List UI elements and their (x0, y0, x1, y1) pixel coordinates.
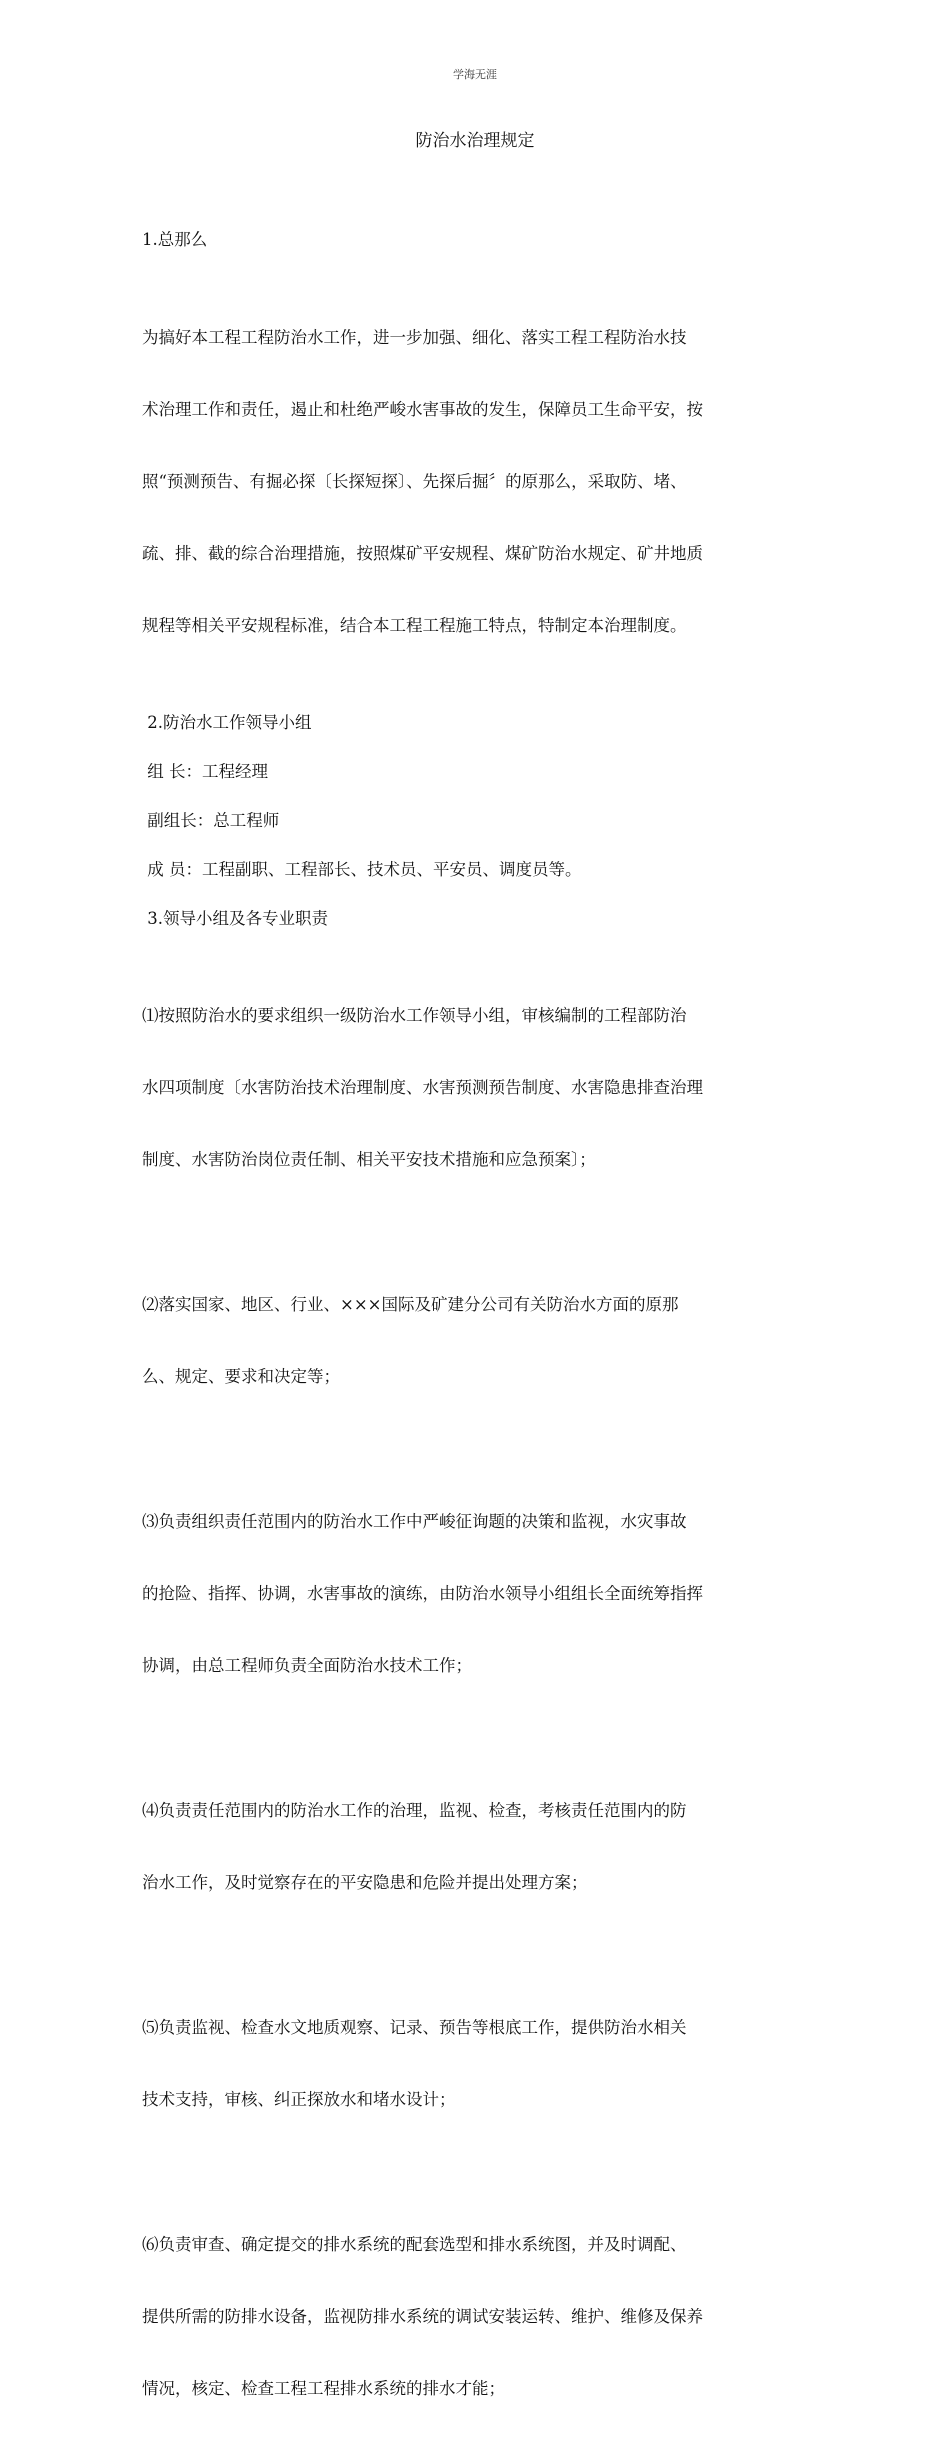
paragraph-line: ⑵落实国家、地区、行业、×××国际及矿建分公司有关防治水方面的原那 (142, 1295, 679, 1314)
duty-item-5 (142, 1968, 808, 2160)
section-1-heading: 1.总那么 (142, 230, 208, 249)
section-3-heading: 3.领导小组及各专业职责 (142, 909, 328, 928)
section-2-heading: 2.防治水工作领导小组 (142, 713, 312, 732)
paragraph-line: 协调，由总工程师负责全面防治水技术工作； (142, 1656, 472, 1675)
duty-item-6 (142, 2185, 808, 2449)
paragraph-line: ⑹负责审查、确定提交的排水系统的配套选型和排水系统图，并及时调配、 (142, 2235, 687, 2254)
paragraph-line: ⑴按照防治水的要求组织一级防治水工作领导小组，审核编制的工程部防治 (142, 1006, 687, 1025)
paragraph-line: 的抢险、指挥、协调，水害事故的演练，由防治水领导小组组长全面统筹指挥 (142, 1584, 703, 1603)
paragraph-line: 么、规定、要求和决定等； (142, 1367, 340, 1386)
group-leader-line: 组 长：工程经理 (142, 762, 268, 781)
paragraph-line: 为搞好本工程工程防治水工作，进一步加强、细化、落实工程工程防治水技 (142, 328, 687, 347)
paragraph-line: 术治理工作和责任，遏止和杜绝严峻水害事故的发生，保障员工生命平安，按 (142, 400, 703, 419)
duty-item-2 (142, 1245, 808, 1437)
document-body (142, 228, 808, 2449)
page-header: 学海无涯 (453, 68, 497, 81)
section-1-paragraph (142, 278, 808, 686)
paragraph-line: 规程等相关平安规程标准，结合本工程工程施工特点，特制定本治理制度。 (142, 616, 687, 635)
paragraph-line: 提供所需的防排水设备，监视防排水系统的调试安装运转、维护、维修及保养 (142, 2307, 703, 2326)
paragraph-line: 水四项制度〔水害防治技术治理制度、水害预测预告制度、水害隐患排查治理 (142, 1078, 703, 1097)
paragraph-line: 治水工作，及时觉察存在的平安隐患和危险并提出处理方案； (142, 1873, 588, 1892)
duty-item-1 (142, 956, 808, 1220)
paragraph-line: 技术支持，审核、纠正探放水和堵水设计； (142, 2090, 456, 2109)
paragraph-line: ⑷负责责任范围内的防治水工作的治理，监视、检查，考核责任范围内的防 (142, 1801, 687, 1820)
duty-item-4 (142, 1751, 808, 1943)
paragraph-line: 情况，核定、检查工程工程排水系统的排水才能； (142, 2379, 505, 2398)
paragraph-line: ⑸负责监视、检查水文地质观察、记录、预告等根底工作，提供防治水相关 (142, 2018, 687, 2037)
paragraph-line: 制度、水害防治岗位责任制、相关平安技术措施和应急预案〕； (142, 1150, 596, 1169)
document-title: 防治水治理规定 (415, 131, 535, 151)
paragraph-line: 照“预测预告、有掘必探〔长探短探〕、先探后掘〞的原那么，采取防、堵、 (142, 472, 687, 491)
deputy-leader-line: 副组长：总工程师 (142, 811, 280, 830)
duty-item-3 (142, 1462, 808, 1726)
paragraph-line: ⑶负责组织责任范围内的防治水工作中严峻征询题的决策和监视，水灾事故 (142, 1512, 687, 1531)
paragraph-line: 疏、排、截的综合治理措施，按照煤矿平安规程、煤矿防治水规定、矿井地质 (142, 544, 703, 563)
members-line: 成 员：工程副职、工程部长、技术员、平安员、调度员等。 (142, 860, 582, 879)
